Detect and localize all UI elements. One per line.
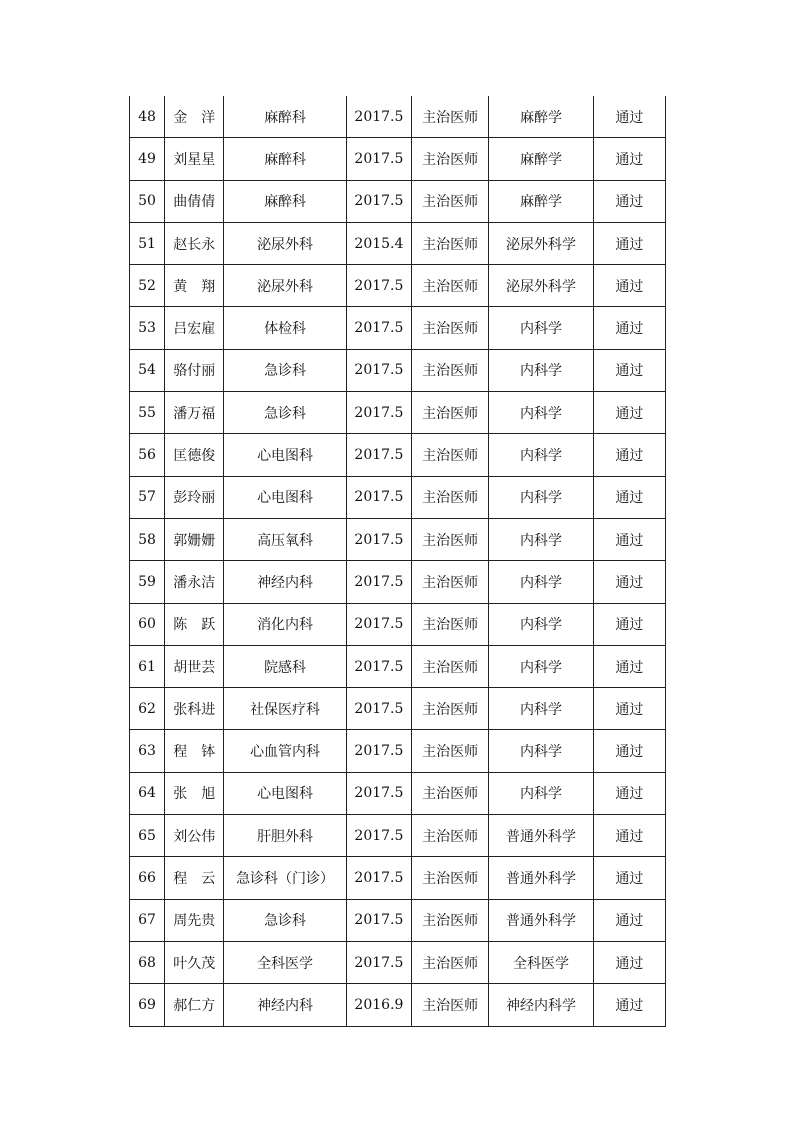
title-cell: 主治医师 <box>412 96 489 138</box>
department-cell: 泌尿外科 <box>224 222 346 264</box>
name-cell: 张 旭 <box>165 772 224 814</box>
title-cell: 主治医师 <box>412 688 489 730</box>
table-row <box>130 518 666 560</box>
date-cell: 2017.5 <box>346 603 411 645</box>
title-cell: 主治医师 <box>412 392 489 434</box>
specialty-cell: 普通外科学 <box>489 899 593 941</box>
title-cell: 主治医师 <box>412 984 489 1026</box>
department-cell: 消化内科 <box>224 603 346 645</box>
department-cell: 院感科 <box>224 645 346 687</box>
date-cell: 2017.5 <box>346 518 411 560</box>
department-cell: 社保医疗科 <box>224 688 346 730</box>
name-cell: 陈 跃 <box>165 603 224 645</box>
table-row <box>130 899 666 941</box>
result-cell: 通过 <box>593 180 665 222</box>
row-number-cell: 53 <box>130 307 165 349</box>
department-cell: 急诊科 <box>224 392 346 434</box>
name-cell: 胡世芸 <box>165 645 224 687</box>
date-cell: 2017.5 <box>346 772 411 814</box>
row-number-cell: 60 <box>130 603 165 645</box>
row-number-cell: 57 <box>130 476 165 518</box>
department-cell: 全科医学 <box>224 941 346 983</box>
name-cell: 程 钵 <box>165 730 224 772</box>
department-cell: 急诊科 <box>224 349 346 391</box>
result-cell: 通过 <box>593 307 665 349</box>
department-cell: 高压氧科 <box>224 518 346 560</box>
row-number-cell: 59 <box>130 561 165 603</box>
row-number-cell: 50 <box>130 180 165 222</box>
title-cell: 主治医师 <box>412 730 489 772</box>
title-cell: 主治医师 <box>412 349 489 391</box>
date-cell: 2017.5 <box>346 96 411 138</box>
specialty-cell: 内科学 <box>489 392 593 434</box>
date-cell: 2017.5 <box>346 815 411 857</box>
table-row <box>130 392 666 434</box>
department-cell: 麻醉科 <box>224 96 346 138</box>
table-body <box>130 96 666 1026</box>
table-row <box>130 434 666 476</box>
name-cell: 张科进 <box>165 688 224 730</box>
specialty-cell: 泌尿外科学 <box>489 222 593 264</box>
result-cell: 通过 <box>593 772 665 814</box>
table-row <box>130 730 666 772</box>
specialty-cell: 内科学 <box>489 349 593 391</box>
title-cell: 主治医师 <box>412 307 489 349</box>
table-row <box>130 772 666 814</box>
title-cell: 主治医师 <box>412 265 489 307</box>
row-number-cell: 67 <box>130 899 165 941</box>
date-cell: 2017.5 <box>346 899 411 941</box>
date-cell: 2017.5 <box>346 730 411 772</box>
specialty-cell: 内科学 <box>489 645 593 687</box>
result-cell: 通过 <box>593 730 665 772</box>
name-cell: 潘万福 <box>165 392 224 434</box>
date-cell: 2017.5 <box>346 307 411 349</box>
row-number-cell: 66 <box>130 857 165 899</box>
department-cell: 心电图科 <box>224 476 346 518</box>
date-cell: 2015.4 <box>346 222 411 264</box>
result-cell: 通过 <box>593 815 665 857</box>
name-cell: 彭玲丽 <box>165 476 224 518</box>
department-cell: 麻醉科 <box>224 138 346 180</box>
specialty-cell: 内科学 <box>489 688 593 730</box>
specialty-cell: 泌尿外科学 <box>489 265 593 307</box>
result-cell: 通过 <box>593 984 665 1026</box>
table-row <box>130 222 666 264</box>
department-cell: 心电图科 <box>224 434 346 476</box>
department-cell: 麻醉科 <box>224 180 346 222</box>
department-cell: 泌尿外科 <box>224 265 346 307</box>
title-cell: 主治医师 <box>412 476 489 518</box>
table-row <box>130 688 666 730</box>
row-number-cell: 65 <box>130 815 165 857</box>
result-cell: 通过 <box>593 899 665 941</box>
department-cell: 心血管内科 <box>224 730 346 772</box>
result-cell: 通过 <box>593 434 665 476</box>
specialty-cell: 普通外科学 <box>489 815 593 857</box>
row-number-cell: 54 <box>130 349 165 391</box>
row-number-cell: 63 <box>130 730 165 772</box>
document-page <box>129 96 666 1027</box>
table-row <box>130 307 666 349</box>
date-cell: 2017.5 <box>346 392 411 434</box>
row-number-cell: 48 <box>130 96 165 138</box>
date-cell: 2017.5 <box>346 561 411 603</box>
row-number-cell: 61 <box>130 645 165 687</box>
table-row <box>130 984 666 1026</box>
result-cell: 通过 <box>593 518 665 560</box>
name-cell: 程 云 <box>165 857 224 899</box>
name-cell: 郭姗姗 <box>165 518 224 560</box>
title-cell: 主治医师 <box>412 518 489 560</box>
result-cell: 通过 <box>593 857 665 899</box>
table-row <box>130 96 666 138</box>
result-cell: 通过 <box>593 561 665 603</box>
row-number-cell: 56 <box>130 434 165 476</box>
specialty-cell: 内科学 <box>489 518 593 560</box>
result-cell: 通过 <box>593 392 665 434</box>
title-cell: 主治医师 <box>412 434 489 476</box>
date-cell: 2017.5 <box>346 857 411 899</box>
name-cell: 周先贵 <box>165 899 224 941</box>
department-cell: 急诊科（门诊） <box>224 857 346 899</box>
department-cell: 神经内科 <box>224 984 346 1026</box>
result-cell: 通过 <box>593 96 665 138</box>
name-cell: 刘星星 <box>165 138 224 180</box>
title-cell: 主治医师 <box>412 603 489 645</box>
name-cell: 金 洋 <box>165 96 224 138</box>
title-cell: 主治医师 <box>412 561 489 603</box>
date-cell: 2017.5 <box>346 434 411 476</box>
table-row <box>130 265 666 307</box>
date-cell: 2017.5 <box>346 688 411 730</box>
title-cell: 主治医师 <box>412 645 489 687</box>
row-number-cell: 62 <box>130 688 165 730</box>
row-number-cell: 51 <box>130 222 165 264</box>
name-cell: 匡德俊 <box>165 434 224 476</box>
specialty-cell: 普通外科学 <box>489 857 593 899</box>
table-row <box>130 138 666 180</box>
specialty-cell: 神经内科学 <box>489 984 593 1026</box>
table-row <box>130 941 666 983</box>
date-cell: 2017.5 <box>346 265 411 307</box>
name-cell: 潘永洁 <box>165 561 224 603</box>
specialty-cell: 内科学 <box>489 603 593 645</box>
row-number-cell: 49 <box>130 138 165 180</box>
title-cell: 主治医师 <box>412 815 489 857</box>
table-row <box>130 857 666 899</box>
title-cell: 主治医师 <box>412 772 489 814</box>
name-cell: 黄 翔 <box>165 265 224 307</box>
qualification-table <box>129 96 666 1027</box>
row-number-cell: 64 <box>130 772 165 814</box>
specialty-cell: 麻醉学 <box>489 180 593 222</box>
table-row <box>130 561 666 603</box>
result-cell: 通过 <box>593 349 665 391</box>
title-cell: 主治医师 <box>412 138 489 180</box>
row-number-cell: 58 <box>130 518 165 560</box>
row-number-cell: 69 <box>130 984 165 1026</box>
department-cell: 体检科 <box>224 307 346 349</box>
specialty-cell: 麻醉学 <box>489 96 593 138</box>
date-cell: 2017.5 <box>346 138 411 180</box>
result-cell: 通过 <box>593 265 665 307</box>
title-cell: 主治医师 <box>412 941 489 983</box>
date-cell: 2016.9 <box>346 984 411 1026</box>
name-cell: 刘公伟 <box>165 815 224 857</box>
name-cell: 曲倩倩 <box>165 180 224 222</box>
table-row <box>130 815 666 857</box>
name-cell: 吕宏雇 <box>165 307 224 349</box>
specialty-cell: 内科学 <box>489 434 593 476</box>
result-cell: 通过 <box>593 138 665 180</box>
result-cell: 通过 <box>593 476 665 518</box>
table-row <box>130 603 666 645</box>
specialty-cell: 内科学 <box>489 307 593 349</box>
table-row <box>130 349 666 391</box>
date-cell: 2017.5 <box>346 476 411 518</box>
department-cell: 急诊科 <box>224 899 346 941</box>
row-number-cell: 68 <box>130 941 165 983</box>
table-row <box>130 645 666 687</box>
date-cell: 2017.5 <box>346 645 411 687</box>
specialty-cell: 内科学 <box>489 730 593 772</box>
name-cell: 郝仁方 <box>165 984 224 1026</box>
title-cell: 主治医师 <box>412 222 489 264</box>
department-cell: 肝胆外科 <box>224 815 346 857</box>
date-cell: 2017.5 <box>346 941 411 983</box>
result-cell: 通过 <box>593 688 665 730</box>
title-cell: 主治医师 <box>412 899 489 941</box>
name-cell: 骆付丽 <box>165 349 224 391</box>
specialty-cell: 全科医学 <box>489 941 593 983</box>
result-cell: 通过 <box>593 645 665 687</box>
result-cell: 通过 <box>593 603 665 645</box>
name-cell: 叶久茂 <box>165 941 224 983</box>
result-cell: 通过 <box>593 941 665 983</box>
result-cell: 通过 <box>593 222 665 264</box>
specialty-cell: 麻醉学 <box>489 138 593 180</box>
specialty-cell: 内科学 <box>489 561 593 603</box>
title-cell: 主治医师 <box>412 180 489 222</box>
date-cell: 2017.5 <box>346 349 411 391</box>
table-row <box>130 180 666 222</box>
name-cell: 赵长永 <box>165 222 224 264</box>
table-row <box>130 476 666 518</box>
title-cell: 主治医师 <box>412 857 489 899</box>
date-cell: 2017.5 <box>346 180 411 222</box>
row-number-cell: 55 <box>130 392 165 434</box>
department-cell: 心电图科 <box>224 772 346 814</box>
row-number-cell: 52 <box>130 265 165 307</box>
specialty-cell: 内科学 <box>489 772 593 814</box>
department-cell: 神经内科 <box>224 561 346 603</box>
specialty-cell: 内科学 <box>489 476 593 518</box>
